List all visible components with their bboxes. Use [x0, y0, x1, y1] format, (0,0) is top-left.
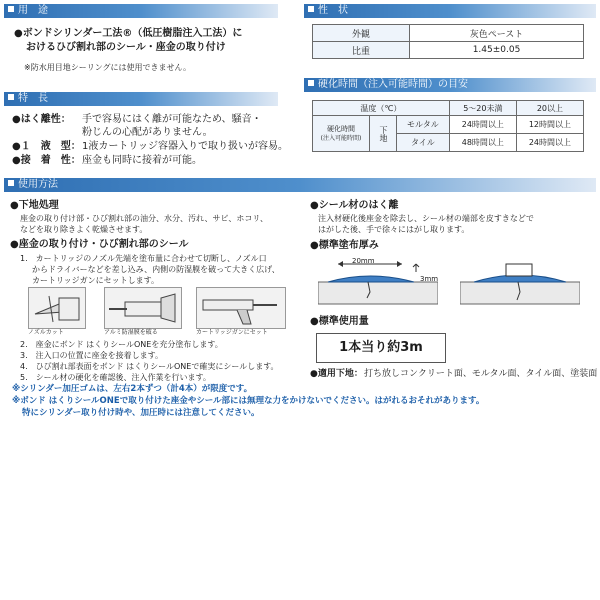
feature-3-text: 座金も同時に接着が可能。	[82, 155, 202, 166]
step-5: 5. シール材の硬化を確認後、注入作業を行います。	[20, 373, 211, 382]
square-bullet-icon	[308, 80, 314, 86]
usage-line-1: ●ボンドシリンダー工法®（低圧樹脂注入工法）に	[14, 28, 243, 39]
feature-2-text: 1液カートリッジ容器入りで取り扱いが容易。	[82, 141, 288, 152]
property-value: 1.45±0.05	[410, 42, 584, 59]
dimension-thickness-label: 3mm	[420, 275, 439, 283]
seal-break-illustration	[104, 287, 182, 329]
step-1-line-2: からドライバーなどを差し込み、内側の防湿膜を破って大きく広げ、	[32, 265, 280, 274]
gun-set-illustration	[196, 287, 286, 329]
table-row	[313, 116, 584, 134]
amount-value-box: 1本当り約3m	[316, 333, 446, 363]
warning-1: ※シリンダー加圧ゴムは、左右2本ずつ（計4本）が限度です。	[12, 384, 253, 394]
peel-title: ●シール材のはく離	[310, 200, 399, 211]
prep-line-2: などを取り除きよく乾燥させます。	[20, 225, 148, 234]
nozzle-icon	[29, 288, 85, 328]
section-header-cure	[304, 78, 596, 92]
table-row	[313, 25, 584, 42]
table-row	[313, 101, 584, 116]
washer-seal-diagram	[460, 258, 580, 308]
prep-line-1: 座金の取り付け部・ひび割れ部の油分、水分、汚れ、サビ、ホコリ、	[20, 214, 268, 223]
nozzle-cut-illustration	[28, 287, 86, 329]
cure-value: 24時間以上	[449, 116, 516, 134]
step-3: 3. 注入口の位置に座金を接着します。	[20, 351, 163, 360]
section-title: 性 状	[318, 5, 348, 16]
caption-gun-set: カートリッジガンにセット	[196, 329, 268, 336]
seal-bead-shape	[328, 276, 414, 282]
property-label: 外観	[313, 25, 410, 42]
seal-title: ●座金の取り付け・ひび割れ部のシール	[10, 239, 189, 250]
step-4: 4. ひび割れ部表面をボンド はくりシールONEで確実にシールします。	[20, 362, 279, 371]
cure-row-label-1: 硬化時間	[327, 124, 355, 133]
section-title: 特 長	[18, 93, 48, 104]
cartridge-icon	[105, 288, 181, 328]
cure-col-low: 5〜20未満	[449, 101, 516, 116]
square-bullet-icon	[8, 6, 14, 12]
feature-3-label: ●接 着 性：	[12, 155, 81, 166]
section-header-features	[4, 92, 278, 106]
washer-shape	[506, 264, 532, 276]
section-header-usage	[4, 4, 278, 18]
cure-base-label: 下地	[370, 116, 397, 152]
usage-note: ※防水用目地シーリングには使用できません。	[24, 63, 192, 72]
cure-col-high: 20以上	[516, 101, 583, 116]
warning-2: ※ボンド はくりシールONEで取り付けた座金やシール部には無理な力をかけないでください。はがれるおそれがあります。	[12, 396, 485, 406]
section-header-properties	[304, 4, 596, 18]
property-label: 比重	[313, 42, 410, 59]
table-row	[313, 42, 584, 59]
square-bullet-icon	[308, 6, 314, 12]
cure-value: 24時間以上	[516, 134, 583, 152]
cure-row-label	[313, 116, 370, 152]
cure-base-name: タイル	[397, 134, 450, 152]
caption-seal-break: アルミ防湿膜を破る	[104, 329, 158, 336]
dimension-width-label: 20mm	[352, 257, 375, 265]
cure-row-label-2: (注入可能時間)	[320, 134, 362, 142]
cure-value: 48時間以上	[449, 134, 516, 152]
square-bullet-icon	[8, 94, 14, 100]
cure-col-temp: 温度（℃）	[313, 101, 450, 116]
peel-line-2: はがした後、手で徐々にはがし取ります。	[318, 225, 470, 234]
cure-table	[312, 100, 584, 152]
property-value: 灰色ペースト	[410, 25, 584, 42]
feature-1-line-1: 手で容易にはく離が可能なため、騒音・	[82, 114, 262, 125]
amount-title: ●標準使用量	[310, 316, 369, 327]
substrate-shape	[318, 282, 438, 304]
caption-nozzle-cut: ノズルカット	[28, 329, 64, 336]
cure-base-name: モルタル	[397, 116, 450, 134]
cure-value: 12時間以上	[516, 116, 583, 134]
step-1-line-3: カートリッジガンにセットします。	[32, 276, 160, 285]
properties-table	[312, 24, 584, 59]
square-bullet-icon	[8, 180, 14, 186]
section-title: 使用方法	[18, 179, 58, 190]
peel-line-1: 注入材硬化後座金を除去し、シール材の端部を皮すきなどで	[318, 214, 534, 223]
section-title: 硬化時間（注入可能時間）の目安	[318, 79, 468, 90]
step-2: 2. 座金にボンド はくりシールONEを充分塗布します。	[20, 340, 223, 349]
base-text: 打ち放しコンクリート面、モルタル面、タイル面、塗装面	[364, 369, 598, 379]
caulking-gun-icon	[197, 288, 285, 328]
feature-1-label: ●はく離性：	[12, 114, 71, 125]
step-1-line-1: 1. カートリッジのノズル先端を塗布量に合わせて切断し、ノズル口	[20, 254, 267, 263]
base-label: ●適用下地：	[310, 369, 363, 379]
usage-line-2: おけるひび割れ部のシール・座金の取り付け	[26, 42, 226, 53]
prep-title: ●下地処理	[10, 200, 59, 211]
feature-1-line-2: 粉じんの心配がありません。	[82, 127, 213, 138]
section-title: 用 途	[18, 5, 48, 16]
thickness-title: ●標準塗布厚み	[310, 240, 379, 251]
feature-2-label: ●１ 液 型：	[12, 141, 81, 152]
warning-3: 特にシリンダー取り付け時や、加圧時には注意してください。	[22, 408, 260, 418]
section-header-howto	[4, 178, 596, 192]
